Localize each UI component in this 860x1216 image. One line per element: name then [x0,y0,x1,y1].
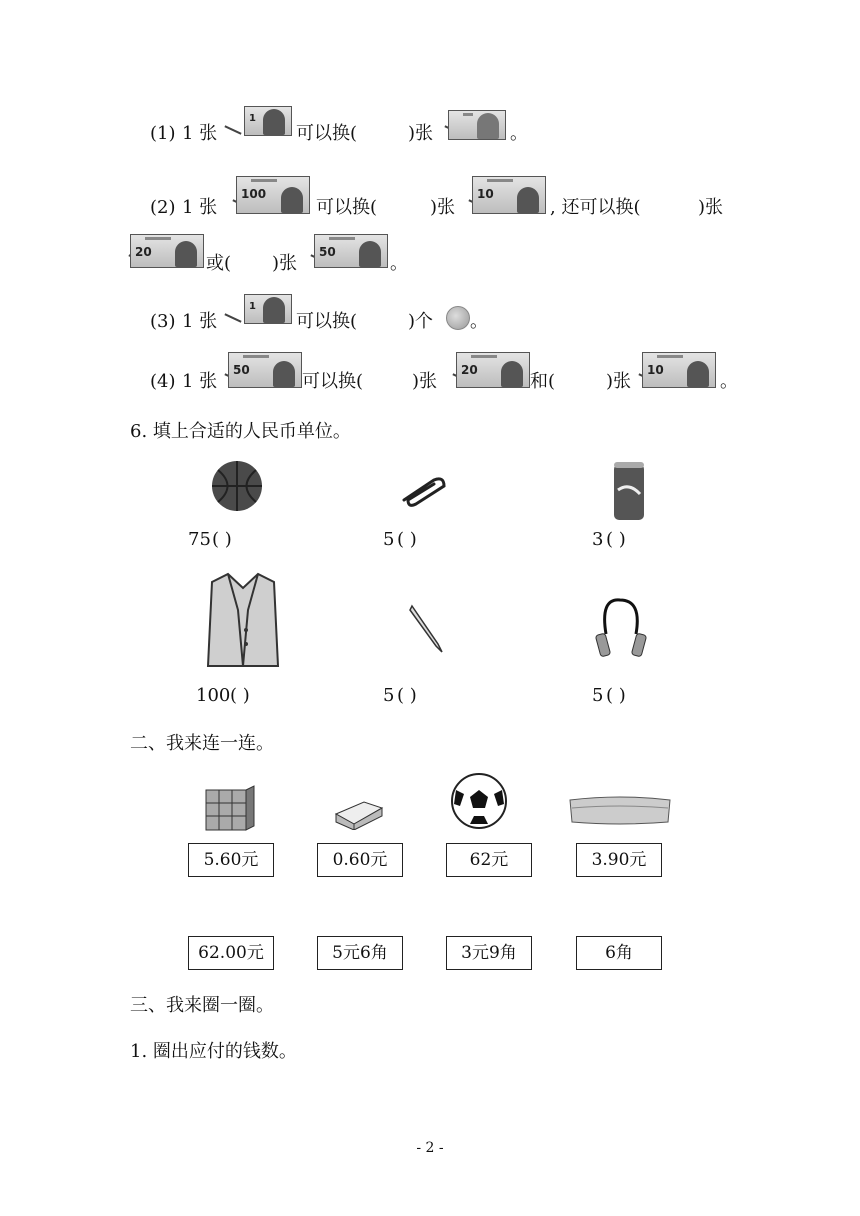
q5-2-text-g: )张 [272,253,298,274]
banknote-1-yuan: 1 [244,106,292,136]
eraser-icon [334,796,384,830]
towel-icon [566,794,674,826]
banknote-10-yuan: 10 [472,176,546,214]
page-number: - 2 - [416,1140,444,1156]
q5-2-text-a: 1 张 [182,197,218,218]
q5-1-text-b: 可以换( [296,123,358,144]
price-box-top-4[interactable]: 3.90元 [576,843,662,877]
q6-item6-number: 5 [592,685,604,706]
banknote-20-yuan: 20 [130,234,204,268]
q5-4-text-c: )张 [412,371,438,392]
banknote-10-yuan: 10 [642,352,716,388]
note-pointer-icon [224,313,241,322]
price-box-top-3[interactable]: 62元 [446,843,532,877]
q6-item2-number: 5 [383,529,395,550]
cola-can-icon [612,460,646,522]
q6-item4-number: 100 [196,685,231,706]
q5-4-text-b: 可以换( [302,371,364,392]
coin-icon [446,306,470,330]
price-box-bottom-3[interactable]: 3元9角 [446,936,532,970]
q6-item1-number: 75 [188,529,211,550]
q5-2-number: (2) [150,197,176,218]
paperclip-icon [398,474,450,508]
jacket-icon [206,570,280,672]
q5-2-text-d: , 还可以换( [550,197,641,218]
q6-item6-paren: ( ) [606,685,626,706]
banknote-20-yuan: 20 [456,352,530,388]
q5-4-text-a: 1 张 [182,371,218,392]
q6-title: 6. 填上合适的人民币单位。 [130,421,351,442]
q6-item2-paren: ( ) [397,529,417,550]
note-pointer-icon [224,125,241,134]
price-box-top-1[interactable]: 5.60元 [188,843,274,877]
banknote-50-yuan: 50 [314,234,388,268]
section3-q1: 1. 圈出应付的钱数。 [130,1041,297,1062]
q5-1-number: (1) [150,123,176,144]
q5-1-text-c: )张 [408,123,434,144]
q5-4-text-e: )张 [606,371,632,392]
q5-4-text-d: 和( [530,371,556,392]
q5-3-text-a: 1 张 [182,311,218,332]
banknote-1-yuan: 1 [244,294,292,324]
price-box-bottom-2[interactable]: 5元6角 [317,936,403,970]
q6-item4-paren: ( ) [230,685,250,706]
q5-4-end: 。 [720,371,738,392]
q5-3-number: (3) [150,311,176,332]
banknote-1-jiao [448,110,506,140]
banknote-50-yuan: 50 [228,352,302,388]
jump-rope-icon [590,594,654,660]
rubiks-cube-icon [204,784,256,834]
q5-3-end: 。 [470,311,488,332]
q5-2-end: 。 [390,253,408,274]
q6-item5-paren: ( ) [397,685,417,706]
price-box-bottom-4[interactable]: 6角 [576,936,662,970]
q6-item3-paren: ( ) [606,529,626,550]
basketball-icon [208,458,266,514]
section3-title: 三、我来圈一圈。 [130,995,274,1016]
banknote-100-yuan: 100 [236,176,310,214]
section2-title: 二、我来连一连。 [130,733,274,754]
pencil-icon [408,602,448,654]
q5-2-text-f: 或( [206,253,232,274]
q5-1-text-a: 1 张 [182,123,218,144]
price-box-bottom-1[interactable]: 62.00元 [188,936,274,970]
soccer-ball-icon [450,772,508,830]
q5-2-text-b: 可以换( [316,197,378,218]
q5-2-text-e: )张 [698,197,724,218]
q5-2-text-c: )张 [430,197,456,218]
price-box-top-2[interactable]: 0.60元 [317,843,403,877]
q5-1-end: 。 [510,123,528,144]
q5-3-text-c: )个 [408,311,434,332]
q5-3-text-b: 可以换( [296,311,358,332]
q6-item3-number: 3 [592,529,604,550]
q6-item1-paren: ( ) [212,529,232,550]
q6-item5-number: 5 [383,685,395,706]
q5-4-number: (4) [150,371,176,392]
